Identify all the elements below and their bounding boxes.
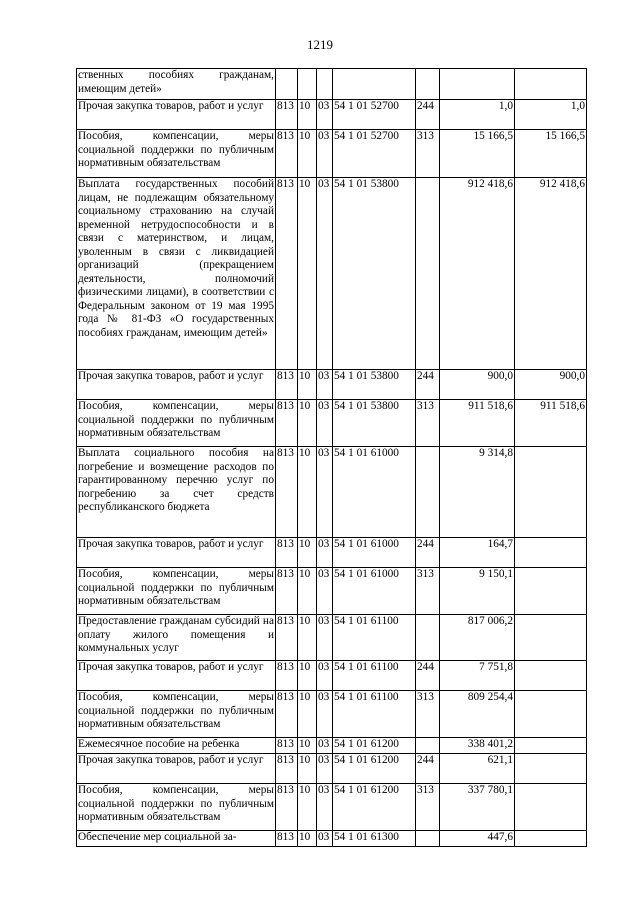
cell-amount-1: 9 150,1 — [440, 568, 515, 615]
budget-table — [76, 68, 587, 847]
cell-ministry-code: 813 — [276, 370, 298, 400]
cell-amount-1: 9 314,8 — [440, 447, 515, 538]
cell-expense-type-code — [416, 738, 440, 754]
cell-target-article-code: 54 1 01 61100 — [333, 661, 416, 691]
cell-target-article-code: 54 1 01 53800 — [333, 178, 416, 370]
cell-subsection-code: 03 — [317, 568, 333, 615]
cell-subsection-code: 03 — [317, 661, 333, 691]
cell-target-article-code: 54 1 01 53800 — [333, 370, 416, 400]
cell-section-code: 10 — [298, 691, 317, 738]
cell-expense-type-code — [416, 615, 440, 661]
table-row — [77, 738, 587, 754]
cell-amount-2 — [515, 691, 587, 738]
cell-name: ственных пособиях гражданам, имеющим детей» — [77, 69, 276, 100]
cell-target-article-code: 54 1 01 61300 — [333, 831, 416, 847]
cell-section-code — [298, 69, 317, 100]
cell-amount-1: 809 254,4 — [440, 691, 515, 738]
cell-ministry-code: 813 — [276, 754, 298, 784]
cell-amount-2 — [515, 738, 587, 754]
cell-name: Ежемесячное пособие на ребенка — [77, 738, 276, 754]
table-row — [77, 178, 587, 370]
cell-section-code: 10 — [298, 738, 317, 754]
cell-ministry-code: 813 — [276, 691, 298, 738]
cell-subsection-code: 03 — [317, 100, 333, 130]
cell-amount-1: 900,0 — [440, 370, 515, 400]
cell-ministry-code: 813 — [276, 568, 298, 615]
cell-subsection-code — [317, 69, 333, 100]
cell-subsection-code: 03 — [317, 784, 333, 831]
cell-expense-type-code — [416, 447, 440, 538]
cell-target-article-code: 54 1 01 61200 — [333, 738, 416, 754]
cell-ministry-code: 813 — [276, 130, 298, 178]
cell-name: Предоставление гражданам субсидий на оплату жилого помещения и коммунальных услуг — [77, 615, 276, 661]
cell-subsection-code: 03 — [317, 738, 333, 754]
cell-ministry-code: 813 — [276, 615, 298, 661]
cell-amount-1 — [440, 69, 515, 100]
cell-section-code: 10 — [298, 130, 317, 178]
cell-section-code: 10 — [298, 447, 317, 538]
cell-expense-type-code: 244 — [416, 754, 440, 784]
cell-section-code: 10 — [298, 661, 317, 691]
cell-target-article-code: 54 1 01 61000 — [333, 538, 416, 568]
cell-target-article-code: 54 1 01 61100 — [333, 615, 416, 661]
cell-subsection-code: 03 — [317, 615, 333, 661]
cell-target-article-code: 54 1 01 53800 — [333, 400, 416, 447]
cell-section-code: 10 — [298, 568, 317, 615]
cell-amount-1: 817 006,2 — [440, 615, 515, 661]
cell-expense-type-code: 244 — [416, 661, 440, 691]
cell-ministry-code — [276, 69, 298, 100]
cell-section-code: 10 — [298, 754, 317, 784]
cell-amount-1: 338 401,2 — [440, 738, 515, 754]
table-row — [77, 784, 587, 831]
cell-amount-2: 912 418,6 — [515, 178, 587, 370]
cell-name: Пособия, компенсации, меры социальной поддержки по публичным нормативным обязательствам — [77, 784, 276, 831]
cell-expense-type-code: 313 — [416, 130, 440, 178]
cell-section-code: 10 — [298, 831, 317, 847]
cell-expense-type-code — [416, 178, 440, 370]
cell-expense-type-code: 244 — [416, 100, 440, 130]
cell-subsection-code: 03 — [317, 538, 333, 568]
cell-subsection-code: 03 — [317, 400, 333, 447]
cell-amount-1: 911 518,6 — [440, 400, 515, 447]
cell-ministry-code: 813 — [276, 538, 298, 568]
cell-section-code: 10 — [298, 178, 317, 370]
cell-ministry-code: 813 — [276, 447, 298, 538]
cell-subsection-code: 03 — [317, 754, 333, 784]
cell-subsection-code: 03 — [317, 130, 333, 178]
cell-amount-2: 911 518,6 — [515, 400, 587, 447]
table-row — [77, 69, 587, 100]
cell-target-article-code: 54 1 01 61000 — [333, 447, 416, 538]
table-row — [77, 661, 587, 691]
table-row — [77, 568, 587, 615]
cell-amount-1: 15 166,5 — [440, 130, 515, 178]
table-row — [77, 400, 587, 447]
page-number: 1219 — [307, 37, 333, 52]
cell-name: Выплата социального пособия на погребение и возмещение расходов по гарантированному перечню услуг по погребению за счет средств республиканского бюджета — [77, 447, 276, 538]
cell-name: Прочая закупка товаров, работ и услуг — [77, 661, 276, 691]
cell-section-code: 10 — [298, 538, 317, 568]
cell-amount-2 — [515, 784, 587, 831]
cell-subsection-code: 03 — [317, 370, 333, 400]
cell-ministry-code: 813 — [276, 100, 298, 130]
table-row — [77, 691, 587, 738]
cell-ministry-code: 813 — [276, 738, 298, 754]
cell-expense-type-code — [416, 69, 440, 100]
cell-name: Пособия, компенсации, меры социальной поддержки по публичным нормативным обязательствам — [77, 691, 276, 738]
table-row — [77, 538, 587, 568]
cell-name: Обеспечение мер социальной за- — [77, 831, 276, 847]
cell-amount-1: 1,0 — [440, 100, 515, 130]
cell-name: Прочая закупка товаров, работ и услуг — [77, 754, 276, 784]
table-row — [77, 100, 587, 130]
cell-amount-2 — [515, 69, 587, 100]
cell-ministry-code: 813 — [276, 661, 298, 691]
cell-section-code: 10 — [298, 100, 317, 130]
cell-target-article-code: 54 1 01 61100 — [333, 691, 416, 738]
cell-subsection-code: 03 — [317, 178, 333, 370]
cell-target-article-code: 54 1 01 61200 — [333, 784, 416, 831]
cell-section-code: 10 — [298, 370, 317, 400]
table-row — [77, 130, 587, 178]
cell-ministry-code: 813 — [276, 400, 298, 447]
cell-expense-type-code: 244 — [416, 370, 440, 400]
table-row — [77, 370, 587, 400]
cell-amount-2: 15 166,5 — [515, 130, 587, 178]
cell-amount-2 — [515, 538, 587, 568]
cell-amount-2 — [515, 447, 587, 538]
cell-section-code: 10 — [298, 615, 317, 661]
cell-amount-2 — [515, 754, 587, 784]
cell-amount-2 — [515, 568, 587, 615]
cell-name: Прочая закупка товаров, работ и услуг — [77, 370, 276, 400]
cell-name: Выплата государственных пособий лицам, не подлежащим обязательному социальному страхованию на случай временной нетрудоспособности и в связи с материнством, и лицам, уволенным в связи с ликвидацией организаций (прекращением деятельности, полномочий физическими лицами), в соответствии с Федеральным законом от 19 мая 1995 года № 81-ФЗ «О государственных пособиях гражданам, имеющим детей» — [77, 178, 276, 370]
cell-name: Пособия, компенсации, меры социальной поддержки по публичным нормативным обязательствам — [77, 130, 276, 178]
cell-expense-type-code — [416, 831, 440, 847]
cell-amount-1: 164,7 — [440, 538, 515, 568]
cell-expense-type-code: 313 — [416, 691, 440, 738]
cell-target-article-code: 54 1 01 61200 — [333, 754, 416, 784]
cell-target-article-code — [333, 69, 416, 100]
cell-amount-2 — [515, 615, 587, 661]
cell-ministry-code: 813 — [276, 178, 298, 370]
cell-amount-1: 621,1 — [440, 754, 515, 784]
cell-expense-type-code: 244 — [416, 538, 440, 568]
cell-ministry-code: 813 — [276, 831, 298, 847]
table-row — [77, 447, 587, 538]
cell-section-code: 10 — [298, 400, 317, 447]
cell-ministry-code: 813 — [276, 784, 298, 831]
cell-amount-1: 7 751,8 — [440, 661, 515, 691]
cell-amount-2 — [515, 831, 587, 847]
cell-section-code: 10 — [298, 784, 317, 831]
cell-expense-type-code: 313 — [416, 784, 440, 831]
cell-expense-type-code: 313 — [416, 568, 440, 615]
cell-amount-1: 337 780,1 — [440, 784, 515, 831]
cell-amount-1: 912 418,6 — [440, 178, 515, 370]
table-row — [77, 754, 587, 784]
cell-amount-1: 447,6 — [440, 831, 515, 847]
table-row — [77, 831, 587, 847]
cell-expense-type-code: 313 — [416, 400, 440, 447]
table-body — [77, 69, 587, 847]
cell-amount-2: 1,0 — [515, 100, 587, 130]
cell-amount-2 — [515, 661, 587, 691]
cell-amount-2: 900,0 — [515, 370, 587, 400]
cell-subsection-code: 03 — [317, 831, 333, 847]
cell-name: Прочая закупка товаров, работ и услуг — [77, 100, 276, 130]
cell-name: Пособия, компенсации, меры социальной поддержки по публичным нормативным обязательствам — [77, 568, 276, 615]
cell-target-article-code: 54 1 01 52700 — [333, 130, 416, 178]
cell-subsection-code: 03 — [317, 691, 333, 738]
cell-target-article-code: 54 1 01 52700 — [333, 100, 416, 130]
cell-name: Пособия, компенсации, меры социальной поддержки по публичным нормативным обязательствам — [77, 400, 276, 447]
cell-target-article-code: 54 1 01 61000 — [333, 568, 416, 615]
cell-name: Прочая закупка товаров, работ и услуг — [77, 538, 276, 568]
cell-subsection-code: 03 — [317, 447, 333, 538]
table-row — [77, 615, 587, 661]
